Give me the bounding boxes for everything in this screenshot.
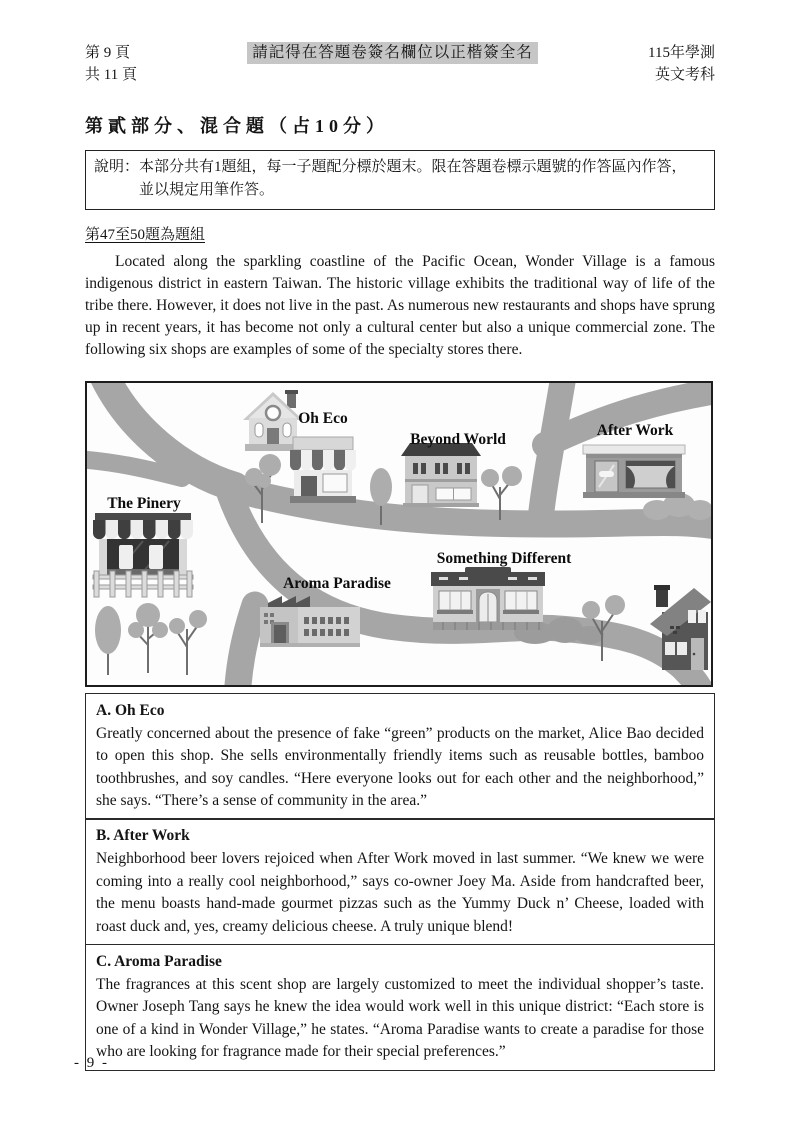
after-work-building bbox=[583, 445, 685, 498]
shop-title-a: A. Oh Eco bbox=[96, 701, 165, 719]
page-header bbox=[85, 42, 715, 86]
instructions-box bbox=[85, 150, 715, 210]
tree-below-pinery-3 bbox=[169, 610, 207, 675]
shop-body-b: Neighborhood beer lovers rejoiced when After Work moved in last summer. “We knew we were coming into a really cool neighborhood,” says co-owner Joey Ma. Aside from handcrafted beer, the menu boasts hand-made gourmet pizzas such as the Yummy Duck n’ Cheese, loaded with roast duck and, yes, creamy delicious cheese. A truly unique blend! bbox=[96, 850, 704, 935]
map-label-the-pinery: The Pinery bbox=[107, 495, 181, 512]
shop-box-after-work bbox=[85, 818, 715, 945]
beyond-world-building bbox=[401, 443, 481, 507]
pinery-fence bbox=[93, 571, 193, 597]
tree-below-pinery-1 bbox=[95, 606, 121, 675]
shop-descriptions bbox=[85, 693, 715, 1071]
signature-notice: 請記得在答題卷簽名欄位以正楷簽全名 bbox=[247, 42, 538, 64]
shop-body-c: The fragrances at this scent shop are largely customized to meet the individual shopper’s taste. Owner Joseph Tang says he knew the idea would work well in this unique district: “Each store is one of a kind in Wonder Village,” he states. “Aroma Paradise wants to create a paradise for those who are looking for fragrance made for their special preferences.” bbox=[96, 975, 704, 1060]
shop-title-c: C. Aroma Paradise bbox=[96, 952, 222, 970]
shop-title-b: B. After Work bbox=[96, 827, 190, 844]
shop-box-oh-eco bbox=[85, 693, 715, 820]
the-pinery-building bbox=[93, 513, 193, 597]
passage-paragraph: Located along the sparkling coastline of the Pacific Ocean, Wonder Village is a famous indigenous district in eastern Taiwan. The historic village exhibits the traditional way of life of the tribe there. However, it does not live in the past. As numerous new restaurants and shops have sprung up in recent years, it has become not only a cultural center but also a unique commercial zone. The following six shops are examples of some of the specialty stores there. bbox=[85, 253, 715, 358]
tree-below-pinery-2 bbox=[128, 603, 168, 673]
shop-body-a: Greatly concerned about the presence of fake “green” products on the market, Alice Bao decided to open this shop. She sells environmentally friendly items such as reusable bottles, bamboo toothbrushes, and soy candles. “Here everyone looks out for each other and the neighborhood,” she says. “There’s a sense of community in the area.” bbox=[96, 724, 704, 809]
exam-name-block bbox=[648, 42, 715, 86]
shop-box-aroma-paradise bbox=[85, 944, 715, 1071]
page-number-block bbox=[85, 42, 137, 86]
road-bottom-branch bbox=[237, 605, 255, 685]
page-number-line2: 共 11 頁 bbox=[85, 67, 137, 83]
page-number-line1: 第 9 頁 bbox=[85, 45, 131, 61]
instructions-line2: 並以規定用筆作答。 bbox=[139, 182, 275, 198]
village-map-figure bbox=[85, 381, 713, 687]
oh-eco-awning bbox=[290, 450, 356, 471]
map-label-something-different: Something Different bbox=[436, 550, 572, 567]
map-label-aroma-paradise: Aroma Paradise bbox=[283, 575, 391, 592]
exam-subject: 英文考科 bbox=[654, 67, 715, 83]
map-label-beyond-world: Beyond World bbox=[410, 431, 506, 448]
map-label-after-work: After Work bbox=[596, 422, 674, 439]
pinery-awning bbox=[93, 520, 193, 539]
instructions-line1: 說明：本部分共有1題組，每一子題配分標於題末。限在答題卷標示題號的作答區內作答， bbox=[94, 159, 687, 175]
section-title: 第貳部分、混合題（占10分） bbox=[85, 116, 389, 136]
oh-eco-building bbox=[290, 437, 356, 503]
exam-year: 115年學測 bbox=[648, 45, 715, 61]
something-different-building bbox=[431, 567, 545, 630]
map-label-oh-eco: Oh Eco bbox=[298, 410, 348, 427]
page-footer: - 9 - bbox=[74, 1055, 109, 1071]
question-group-heading: 第47至50題為題組 bbox=[85, 227, 206, 243]
